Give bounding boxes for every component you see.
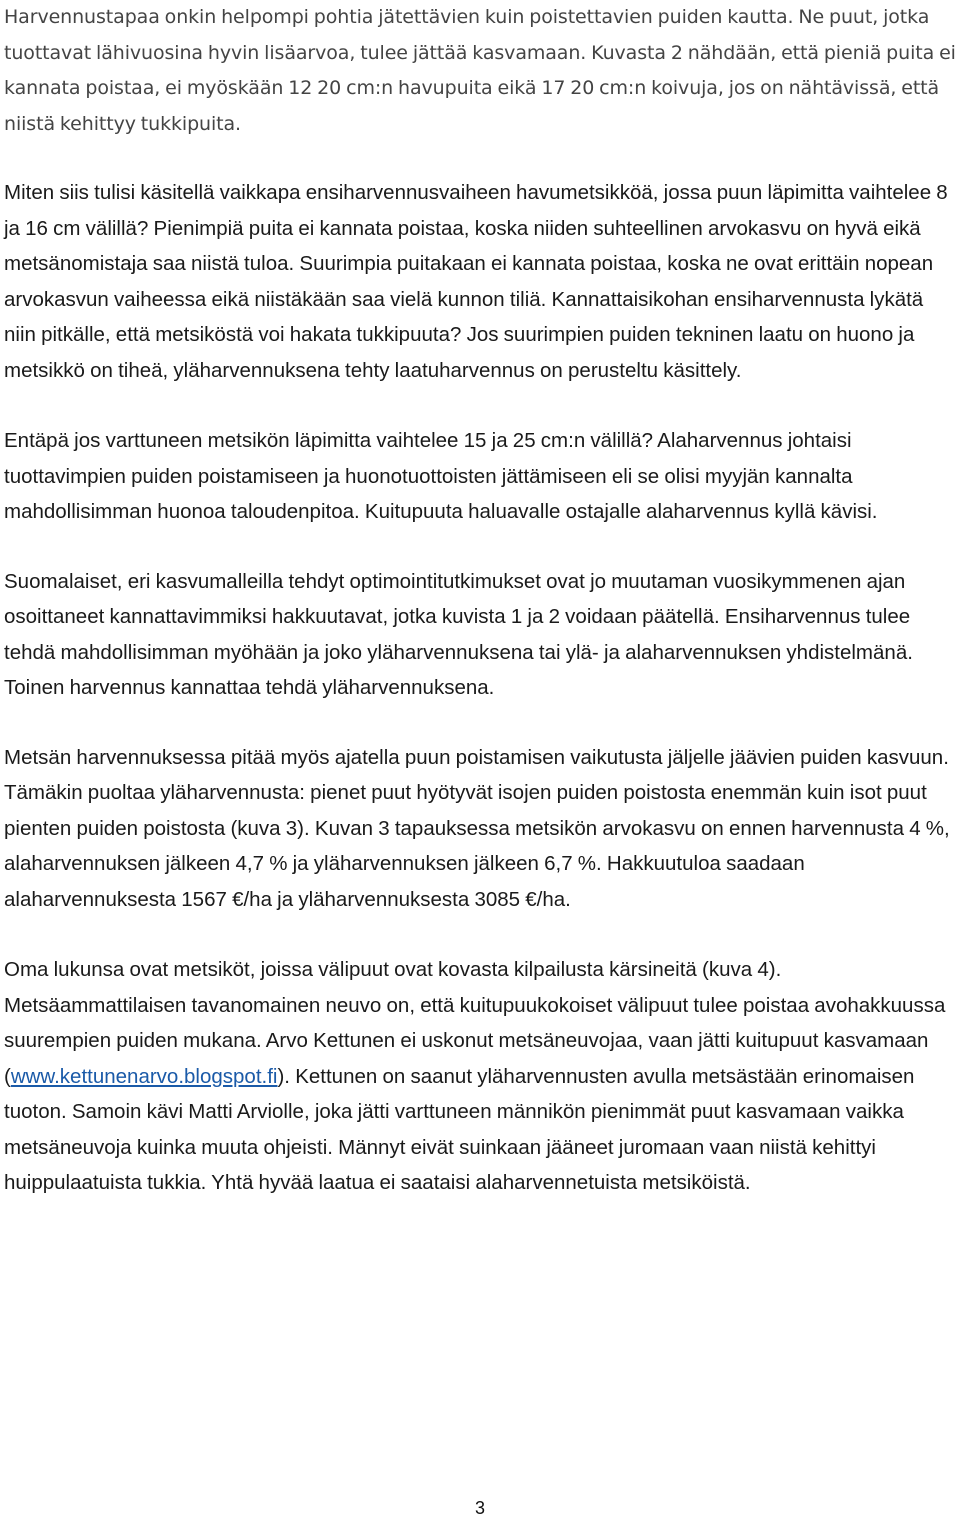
paragraph-text-after-link: ). Kettunen on saanut yläharvennusten avulla metsästään erinomaisen tuoton. Samoin kävi Matti Arviolle, joka jätti varttuneen männikön pienimmät puut kasvamaan vaikka metsäneuvoja kuinka muuta ohjeisti. Männyt eivät suinkaan jääneet juromaan vaan niistä kehittyi huippulaatuista tukkia. Yhtä hyvää laatua ei saataisi alaharvennetuista metsiköistä.: [4, 1064, 915, 1194]
paragraph-growth-effects: Metsän harvennuksessa pitää myös ajatella puun poistamisen vaikutusta jäljelle jäävien puiden kasvuun. Tämäkin puoltaa yläharvennusta: pienet puut hyötyvät isojen puiden poistosta enemmän kuin isot puut pienten puiden poistosta (kuva 3). Kuvan 3 tapauksessa metsikön arvokasvu on ennen harvennusta 4 %, alaharvennuksen jälkeen 4,7 % ja yläharvennuksen jälkeen 6,7 %. Hakkuutuloa saadaan alaharvennuksesta 1567 €/ha ja yläharvennuksesta 3085 €/ha.: [4, 745, 950, 911]
paragraph-intermediate-trees: [4, 952, 956, 1201]
paragraph-intro: Harvennustapaa onkin helpompi pohtia jätettävien kuin poistettavien puiden kautta. Ne puut, jotka tuottavat lähivuosina hyvin lisäarvoa, tulee jättää kasvamaan. Kuvasta 2 nähdään, että pieniä puita ei kannata poistaa, ei myöskään 12 20 cm:n havupuita eikä 17 20 cm:n koivuja, jos on nähtävissä, että niistä kehittyy tukkipuita.: [4, 6, 956, 135]
paragraph-optimization-studies: Suomalaiset, eri kasvumalleilla tehdyt optimointitutkimukset ovat jo muutaman vuosikymmenen ajan osoittaneet kannattavimmiksi hakkuutavat, jotka kuvista 1 ja 2 voidaan päätellä. Ensiharvennus tulee tehdä mahdollisimman myöhään ja joko yläharvennuksena tai ylä- ja alaharvennuksen yhdistelmänä. Toinen harvennus kannattaa tehdä yläharvennuksena.: [4, 569, 913, 699]
paragraph-mature-stand: Entäpä jos varttuneen metsikön läpimitta vaihtelee 15 ja 25 cm:n välillä? Alaharvennus johtaisi tuottavimpien puiden poistamiseen ja huonotuottoisten jättämiseen eli se olisi myyjän kannalta mahdollisimman huonoa taloudenpitoa. Kuitupuuta haluavalle ostajalle alaharvennus kyllä kävisi.: [4, 429, 878, 523]
page-number: 3: [474, 1498, 485, 1518]
blog-link[interactable]: www.kettunenarvo.blogspot.fi: [10, 1064, 278, 1088]
paragraph-text-before-link: Oma lukunsa ovat metsiköt, joissa välipuut ovat kovasta kilpailusta kärsineitä (kuva 4). Metsäammattilaisen tavanomainen neuvo on, että kuitupuukokoiset välipuut tulee poistaa avohakkuussa suurempien puiden mukana. Arvo Kettunen ei uskonut metsäneuvojaa, vaan jätti kuitupuut kasvamaan (: [4, 958, 946, 1088]
document-page: [4, 0, 956, 1201]
paragraph-first-thinning: Miten siis tulisi käsitellä vaikkapa ensiharvennusvaiheen havumetsikköä, jossa puun läpimitta vaihtelee 8 ja 16 cm välillä? Pienimpiä puita ei kannata poistaa, koska niiden suhteellinen arvokasvu on hyvä eikä metsänomistaja saa niistä tuloa. Suurimpia puitakaan ei kannata poistaa, koska ne ovat erittäin nopean arvokasvun vaiheessa eikä niistäkään saa vielä kunnon tiliä. Kannattaisikohan ensiharvennusta lykätä niin pitkälle, että metsiköstä voi hakata tukkipuuta? Jos suurimpien puiden tekninen laatu on huono ja metsikkö on tiheä, yläharvennuksena tehty laatuharvennus on perusteltu käsittely.: [4, 181, 948, 382]
